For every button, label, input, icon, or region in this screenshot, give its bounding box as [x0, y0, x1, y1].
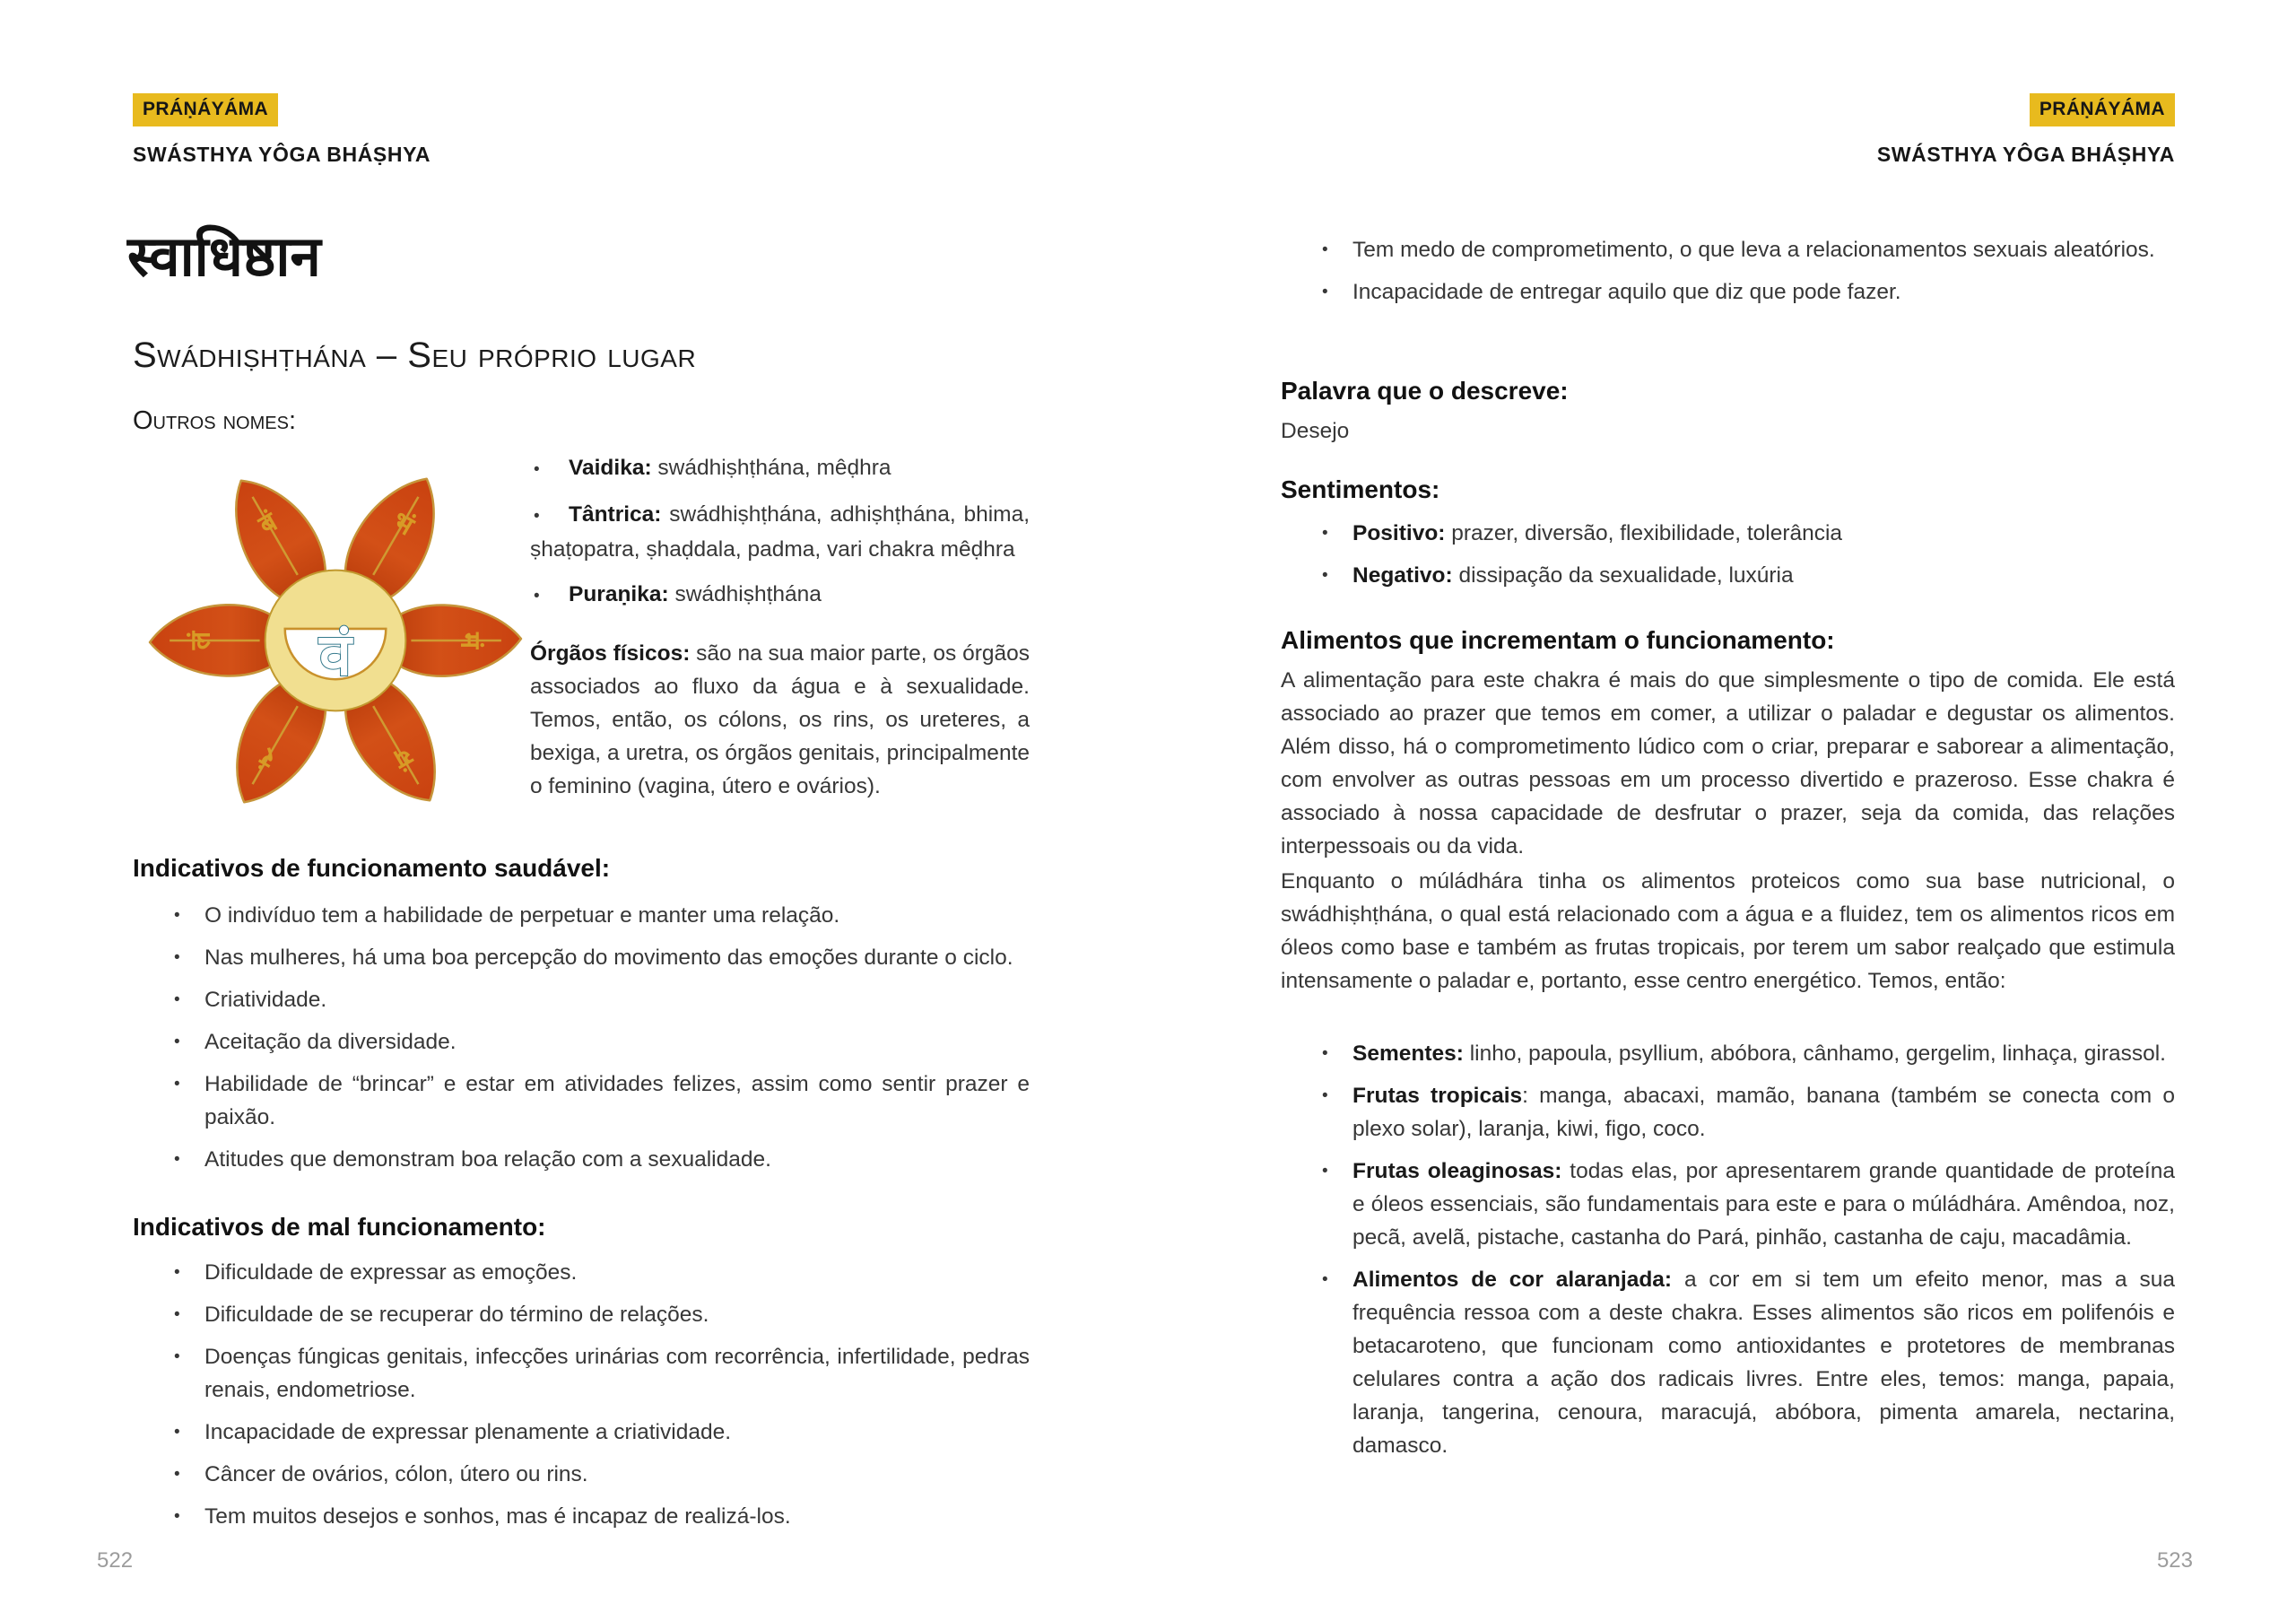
foods-heading: Alimentos que incrementam o funcionamento:	[1281, 626, 1835, 654]
list-item: • Aceitação da diversidade.	[133, 1025, 1030, 1059]
healthy-heading: Indicativos de funcionamento saudável:	[133, 854, 611, 882]
petal-syllable: मं	[455, 632, 485, 649]
continued-list	[1281, 233, 2175, 318]
list-item: • Sementes: linho, papoula, psyllium, abóbora, cânhamo, gergelim, linhaça, girassol.	[1281, 1037, 2175, 1070]
list-item: • Incapacidade de entregar aquilo que diz que pode fazer.	[1281, 275, 2175, 309]
organs-label: Órgãos físicos:	[530, 641, 697, 666]
foods-list	[1281, 1037, 2175, 1471]
foods-paragraph-2: Enquanto o múládhára tinha os alimentos proteicos como sua base nutricional, o swádhiṣhṭhána, o qual está relacionado com a água e a fluidez, tem os alimentos ricos em óleos como base e também as frutas tropicais, por terem um sabor realçado que estimula intensamente o paladar e, portanto, esse centro energético. Temos, então:	[1281, 869, 2175, 993]
petal-syllable: यं	[388, 740, 417, 774]
list-item: • Tem muitos desejos e sonhos, mas é incapaz de realizá-los.	[133, 1500, 1030, 1533]
list-item: • Câncer de ovários, cólon, útero ou rins.	[133, 1458, 1030, 1491]
petal-syllable: लं	[186, 631, 216, 650]
foods-paragraph-1: A alimentação para este chakra é mais do que simplesmente o tipo de comida. Ele está associado ao prazer que temos em comer, a utilizar o paladar e degustar os alimentos. Além disso, há o comprometimento lúdico com o criar, preparar e saborear a alimentação, com envolver as outras pessoas em um processo divertido e prazeroso. Esse chakra é associado à nossa capacidade de desfrutar o prazer, seja da comida, das relações interpessoais ou da vida.	[1281, 668, 2175, 858]
other-names-list	[530, 451, 1030, 624]
page-right	[1281, 0, 2193, 1621]
list-item: • Frutas tropicais: manga, abacaxi, mamão, banana (também se conecta com o plexo solar), laranja, kiwi, figo, coco.	[1281, 1079, 2175, 1146]
malfunction-list	[133, 1256, 1030, 1542]
list-item: • Vaidika: swádhiṣhṭhána, mêḍhra	[530, 451, 1030, 486]
list-item: • Tem medo de comprometimento, o que leva a relacionamentos sexuais aleatórios.	[1281, 233, 2175, 266]
describing-word-heading: Palavra que o descreve:	[1281, 377, 1569, 405]
page-number: 522	[97, 1548, 134, 1573]
list-item: • Nas mulheres, há uma boa percepção do movimento das emoções durante o ciclo.	[133, 941, 1030, 974]
list-item: • Dificuldade de expressar as emoções.	[133, 1256, 1030, 1289]
petal-syllable: बं	[254, 507, 283, 541]
page-number: 523	[2156, 1548, 2193, 1573]
organs-paragraph	[530, 637, 1030, 803]
list-item: • Dificuldade de se recuperar do término de relações.	[133, 1298, 1030, 1331]
chakra-center	[265, 571, 406, 711]
list-item: • Negativo: dissipação da sexualidade, luxúria	[1281, 559, 2175, 592]
list-item: • Doenças fúngicas genitais, infecções urinárias com recorrência, infertilidade, pedras renais, endometriose.	[133, 1340, 1030, 1407]
describing-word-text: Desejo	[1281, 419, 1350, 443]
feelings-heading: Sentimentos:	[1281, 475, 1440, 503]
pranayama-badge: PRÁṆÁYÁMA	[133, 93, 278, 126]
chakra-devanagari-title: स्वाधिष्ठान	[127, 223, 321, 289]
chakra-figure	[145, 450, 526, 831]
malfunction-heading: Indicativos de mal funcionamento:	[133, 1213, 546, 1241]
list-item: • Incapacidade de expressar plenamente a criatividade.	[133, 1416, 1030, 1449]
pranayama-badge: PRÁṆÁYÁMA	[2030, 93, 2175, 126]
book-title: SWÁSTHYA YÔGA BHÁṢHYA	[133, 143, 431, 166]
petal-syllable: भं	[387, 506, 419, 542]
list-item: • Positivo: prazer, diversão, flexibilidade, tolerância	[1281, 517, 2175, 550]
list-item: • Habilidade de “brincar” e estar em atividades felizes, assim como sentir prazer e paixão.	[133, 1068, 1030, 1134]
petal-syllable: रं	[256, 741, 281, 773]
bija-syllable: वं	[319, 623, 352, 688]
healthy-list	[133, 899, 1030, 1185]
chakra-title: Swádhiṣhṭhána – Seu próprio lugar	[133, 336, 697, 375]
list-item: • Frutas oleaginosas: todas elas, por apresentarem grande quantidade de proteína e óleos essenciais, são fundamentais para este e para o múládhára. Amêndoa, noz, pecã, avelã, pistache, castanha do Pará, pinhão, castanha de caju, macadâmia.	[1281, 1155, 2175, 1254]
other-names-heading: Outros nomes:	[133, 406, 297, 435]
feelings-list	[1281, 517, 2175, 601]
list-item: • O indivíduo tem a habilidade de perpetuar e manter uma relação.	[133, 899, 1030, 932]
list-item: • Puraṇika: swádhiṣhṭhána	[530, 578, 1030, 613]
page-left	[97, 0, 1030, 1621]
book-title: SWÁSTHYA YÔGA BHÁṢHYA	[1876, 143, 2175, 166]
list-item: • Tântrica: swádhiṣhṭhána, adhiṣhṭhána, bhima, ṣhaṭopatra, ṣhaḍdala, padma, vari chakra mêḍhra	[530, 498, 1030, 566]
list-item: • Criatividade.	[133, 983, 1030, 1016]
organs-text: são na sua maior parte, os órgãos associados ao fluxo da água e à sexualidade. Temos, então, os cólons, os rins, os ureteres, a bexiga, a uretra, os órgãos genitais, principalmente o feminino (vagina, útero e ovários).	[530, 641, 1030, 798]
list-item: • Atitudes que demonstram boa relação com a sexualidade.	[133, 1143, 1030, 1176]
list-item: • Alimentos de cor alaranjada: a cor em si tem um efeito menor, mas a sua frequência ressoa com a deste chakra. Esses alimentos são ricos em polifenóis e betacaroteno, que funcionam como antioxidantes e protetores de membranas celulares contra a ação dos radicais livres. Entre eles, temos: manga, papaia, laranja, tangerina, cenoura, maracujá, abóbora, pimenta amarela, nectarina, damasco.	[1281, 1263, 2175, 1462]
